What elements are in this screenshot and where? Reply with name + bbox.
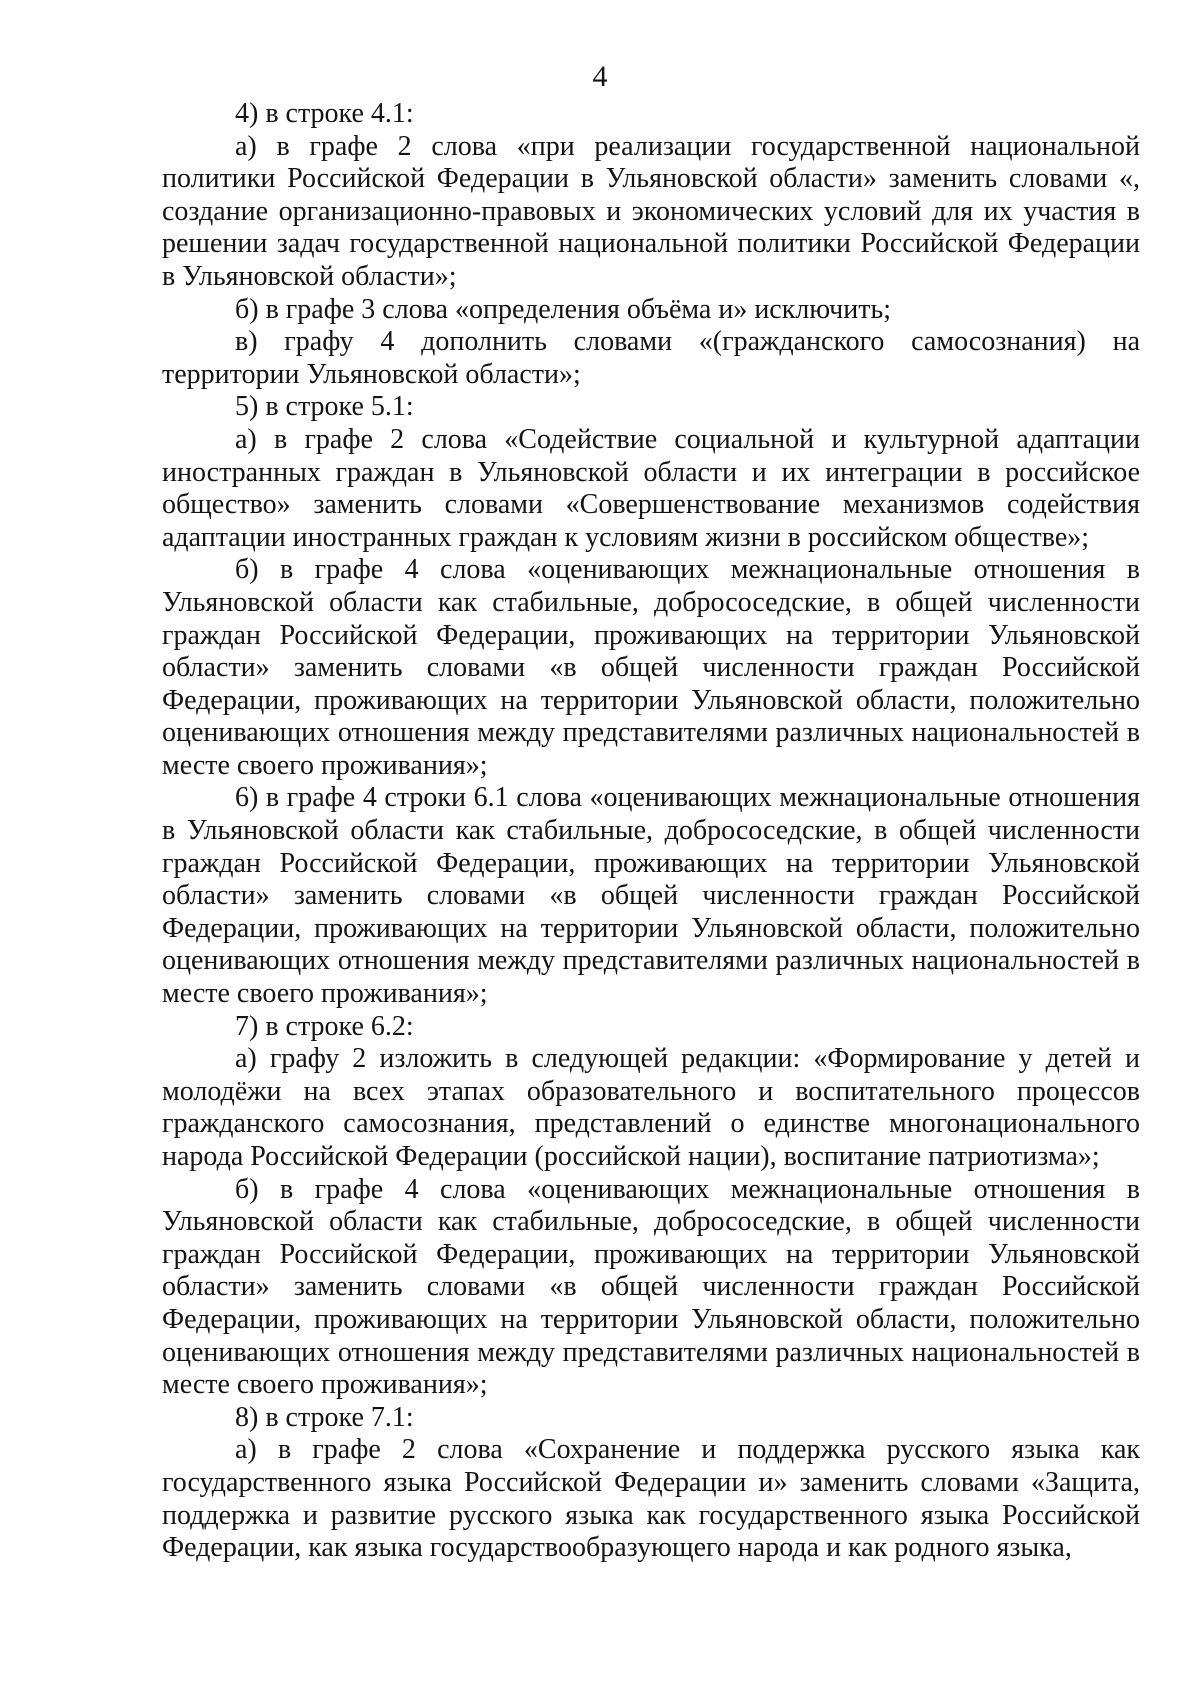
paragraph-subitem-4a: а) в графе 2 слова «при реализации государственной национальной политики Российской Федерации в Ульяновской области» заменить словами «, создание организационно-правовых и экономических условий для их участия в решении задач государственной национальной политики Российской Федерации в Ульяновской области»; bbox=[162, 130, 1140, 292]
paragraph-item-7: 7) в строке 6.2: bbox=[235, 1010, 414, 1042]
paragraph-subitem-8a: а) в графе 2 слова «Сохранение и поддержка русского языка как государственного языка Российской Федерации и» заменить словами «Защита, поддержка и развитие русского языка как государственного языка Российской Федерации, как языка государствообразующего народа и как родного языка, bbox=[162, 1434, 1140, 1564]
paragraph-subitem-5b: б) в графе 4 слова «оценивающих межнациональные отношения в Ульяновской области как стабильные, добрососедские, в общей численности граждан Российской Федерации, проживающих на территории Ульяновской области» заменить словами «в общей численности граждан Российской Федерации, проживающих на территории Ульяновской области, положительно оценивающих отношения между представителями различных национальностей в месте своего проживания»; bbox=[162, 554, 1140, 781]
paragraph-subitem-5a: а) в графе 2 слова «Содействие социальной и культурной адаптации иностранных граждан в Ульяновской области и их интеграции в российское общество» заменить словами «Совершенствование механизмов содействия адаптации иностранных граждан к условиям жизни в российском обществе»; bbox=[162, 423, 1140, 553]
page-number: 4 bbox=[592, 60, 608, 93]
paragraph-item-5: 5) в строке 5.1: bbox=[235, 391, 414, 423]
paragraph-subitem-7b: б) в графе 4 слова «оценивающих межнациональные отношения в Ульяновской области как стабильные, добрососедские, в общей численности граждан Российской Федерации, проживающих на территории Ульяновской области» заменить словами «в общей численности граждан Российской Федерации, проживающих на территории Ульяновской области, положительно оценивающих отношения между представителями различных национальностей в месте своего проживания»; bbox=[162, 1173, 1140, 1401]
paragraph-subitem-4v: в) графу 4 дополнить словами «(гражданского самосознания) на территории Ульяновской области»; bbox=[162, 326, 1140, 390]
paragraph-item-8: 8) в строке 7.1: bbox=[235, 1401, 414, 1433]
document-body bbox=[162, 98, 1140, 1565]
paragraph-item-6: 6) в графе 4 строки 6.1 слова «оценивающих межнациональные отношения в Ульяновской области как стабильные, добрососедские, в общей численности граждан Российской Федерации, проживающих на территории Ульяновской области» заменить словами «в общей численности граждан Российской Федерации, проживающих на территории Ульяновской области, положительно оценивающих отношения между представителями различных национальностей в месте своего проживания»; bbox=[162, 782, 1140, 1010]
paragraph-item-4: 4) в строке 4.1: bbox=[235, 98, 414, 129]
paragraph-subitem-7a: а) графу 2 изложить в следующей редакции: «Формирование у детей и молодёжи на всех этапах образовательного и воспитательного процессов гражданского самосознания, представлений о единстве многонационального народа Российской Федерации (российской нации), воспитание патриотизма»; bbox=[162, 1043, 1140, 1172]
paragraph-subitem-4b: б) в графе 3 слова «определения объёма и» исключить; bbox=[235, 293, 892, 325]
